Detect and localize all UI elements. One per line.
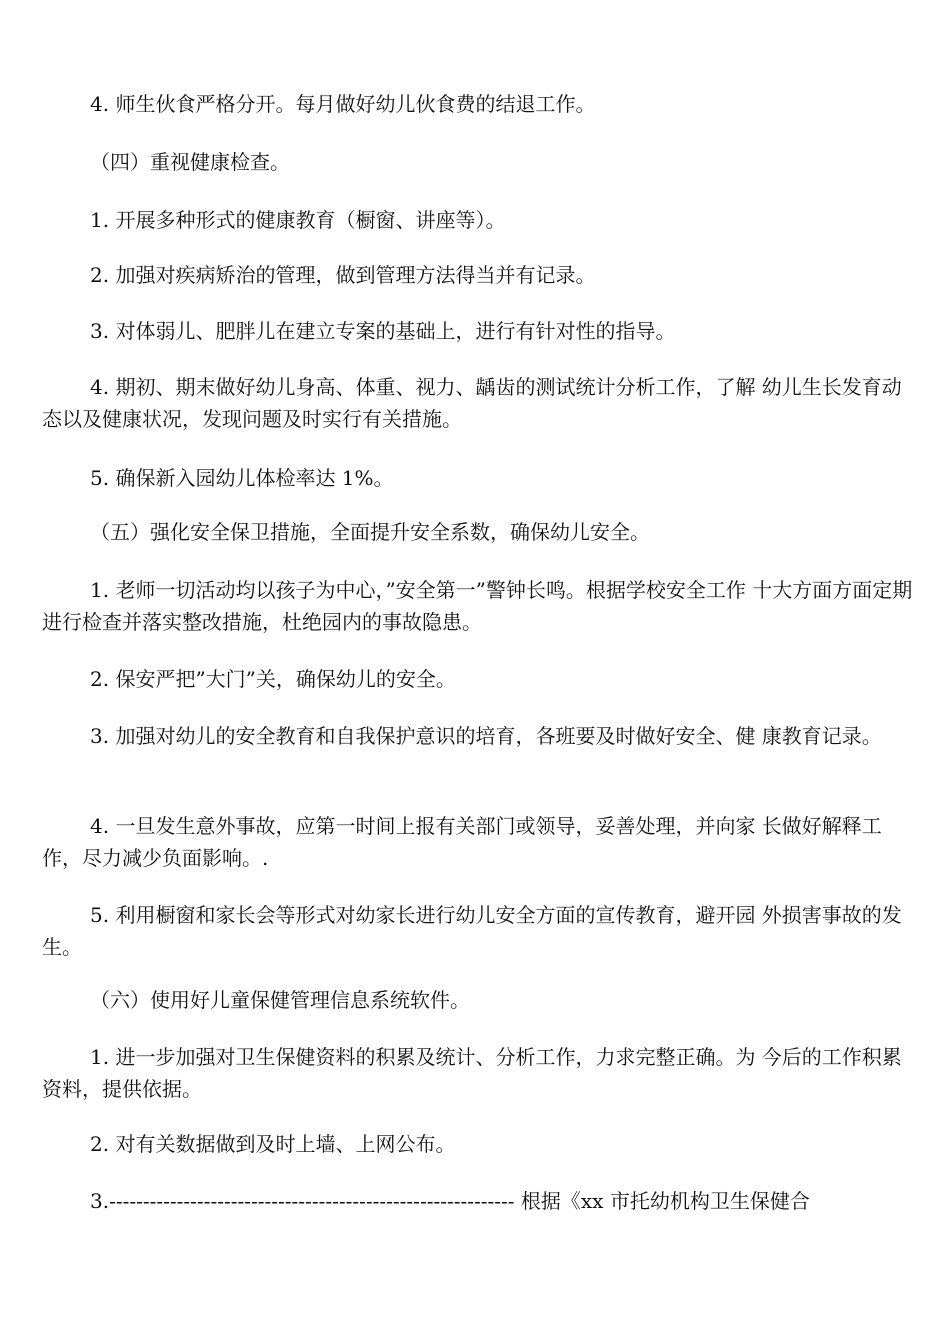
paragraph-data-accumulation: 1. 进一步加强对卫生保健资料的积累及统计、分析工作，力求完整正确。为 今后的工作积累资料，提供依据。 [42, 1045, 902, 1101]
paragraph-safety-first: 1. 老师一切活动均以孩子为中心，”安全第一”警钟长鸣。根据学校安全工作 十大方面方面定期进行检查并落实整改措施，杜绝园内的事故隐患。 [42, 578, 913, 634]
paragraph-regulation-reference: 3.------------------------------------------------------------ 根据《xx 市托幼机构卫生保健合 [90, 1189, 810, 1213]
paragraph-accident-handling: 4. 一旦发生意外事故，应第一时间上报有关部门或领导，妥善处理，并向家 长做好解释工作，尽力减少负面影响。. [42, 814, 882, 870]
section-heading-safety: （五）强化安全保卫措施，全面提升安全系数，确保幼儿安全。 [90, 520, 650, 544]
paragraph-entry-exam-rate: 5. 确保新入园幼儿体检率达 1%。 [90, 466, 394, 490]
paragraph-health-education: 1. 开展多种形式的健康教育（橱窗、讲座等）。 [90, 208, 506, 232]
paragraph-growth-testing: 4. 期初、期末做好幼儿身高、体重、视力、龋齿的测试统计分析工作，了解 幼儿生长发育动态以及健康状况，发现问题及时实行有关措施。 [42, 375, 902, 431]
section-heading-health-check: （四）重视健康检查。 [90, 150, 290, 174]
paragraph-safety-education: 3. 加强对幼儿的安全教育和自我保护意识的培育，各班要及时做好安全、健 康教育记录。 [90, 724, 882, 748]
paragraph-gate-security: 2. 保安严把”大门”关，确保幼儿的安全。 [90, 667, 456, 691]
paragraph-parent-outreach: 5. 利用橱窗和家长会等形式对幼家长进行幼儿安全方面的宣传教育，避开园 外损害事故的发生。 [42, 903, 902, 959]
paragraph-data-publishing: 2. 对有关数据做到及时上墙、上网公布。 [90, 1132, 456, 1156]
paragraph-disease-treatment: 2. 加强对疾病矫治的管理，做到管理方法得当并有记录。 [90, 263, 596, 287]
section-heading-software: （六）使用好儿童保健管理信息系统软件。 [90, 988, 470, 1012]
paragraph-meal-separation: 4. 师生伙食严格分开。每月做好幼儿伙食费的结退工作。 [90, 92, 596, 116]
paragraph-special-cases: 3. 对体弱儿、肥胖儿在建立专案的基础上，进行有针对性的指导。 [90, 319, 676, 343]
